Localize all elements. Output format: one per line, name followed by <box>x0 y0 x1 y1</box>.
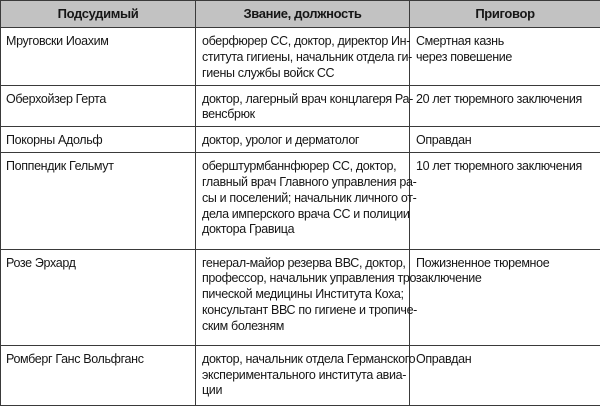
defendant-name: Ромберг Ганс Вольфганс <box>6 351 144 366</box>
verdict-line: Оправдан <box>416 133 472 148</box>
rank-line: ции <box>202 383 223 398</box>
rank-line: профессор, начальник управления тро- <box>202 271 420 286</box>
table-row <box>1 28 600 86</box>
verdict-line: Оправдан <box>416 351 472 366</box>
verdict-cell <box>410 345 600 405</box>
rank-line: главный врач Главного управления ра- <box>202 175 417 190</box>
table-row <box>1 127 600 153</box>
verdict-cell <box>410 249 600 345</box>
rank-line: гиены службы войск СС <box>202 65 335 80</box>
verdict-line: 20 лет тюремного заключения <box>416 91 582 106</box>
table-row <box>1 249 600 345</box>
table-row <box>1 85 600 127</box>
defendant-name: Покорны Адольф <box>6 133 103 148</box>
verdict-line: Пожизненное тюремное <box>416 255 550 270</box>
defendant-name: Оберхойзер Герта <box>6 91 107 106</box>
defendant-name-cell <box>1 153 196 249</box>
verdict-cell <box>410 153 600 249</box>
rank-line: оберфюрер СС, доктор, директор Ин- <box>202 34 411 48</box>
defendant-name: Поппендик Гельмут <box>6 159 114 174</box>
rank-line: оберштурмбаннфюрер СС, доктор, <box>202 159 397 174</box>
verdict-line: через повешение <box>416 49 513 64</box>
defendant-name: Розе Эрхард <box>6 255 76 270</box>
column-header-rank-position: Звание, должность <box>196 1 410 28</box>
verdict-cell <box>410 28 600 86</box>
defendant-name-cell <box>1 249 196 345</box>
rank-line: экспериментального института авиа- <box>202 367 407 382</box>
rank-line: доктора Гравица <box>202 222 295 237</box>
rank-position-cell <box>196 153 417 249</box>
table-header-row <box>1 1 600 28</box>
verdict-cell <box>410 127 600 153</box>
rank-position-cell <box>196 28 410 86</box>
defendant-name: Мруговски Иоахим <box>6 34 109 48</box>
rank-line: пической медицины Института Коха; <box>202 287 404 302</box>
table-row <box>1 153 600 249</box>
rank-line: консультант ВВС по гигиене и тропиче- <box>202 302 417 317</box>
rank-position-cell <box>196 249 420 345</box>
rank-line: ским болезням <box>202 318 285 333</box>
column-header-defendant: Подсудимый <box>1 1 196 28</box>
rank-line: ститута гигиены, начальник отдела ги- <box>202 49 412 64</box>
defendant-name-cell <box>1 85 196 127</box>
table-row <box>1 345 600 405</box>
verdict-line: Смертная казнь <box>416 34 504 48</box>
rank-line: генерал-майор резерва ВВС, доктор, <box>202 255 406 270</box>
verdict-cell <box>410 85 600 127</box>
defendant-name-cell <box>1 28 196 86</box>
column-header-verdict: Приговор <box>410 1 600 28</box>
defendant-name-cell <box>1 345 196 405</box>
verdict-line: заключение <box>416 271 482 286</box>
rank-line: венсбрюк <box>202 107 255 122</box>
rank-position-cell <box>196 85 413 127</box>
rank-line: дела имперского врача СС и полиции <box>202 206 410 221</box>
defendant-name-cell <box>1 127 196 153</box>
rank-position-cell <box>196 127 410 153</box>
rank-position-cell <box>196 345 416 405</box>
rank-line: сы и поселений; начальник личного от- <box>202 190 417 205</box>
rank-line: доктор, уролог и дерматолог <box>202 133 360 148</box>
verdict-line: 10 лет тюремного заключения <box>416 159 582 174</box>
rank-line: доктор, начальник отдела Германского <box>202 351 416 366</box>
rank-line: доктор, лагерный врач концлагеря Ра- <box>202 91 413 106</box>
